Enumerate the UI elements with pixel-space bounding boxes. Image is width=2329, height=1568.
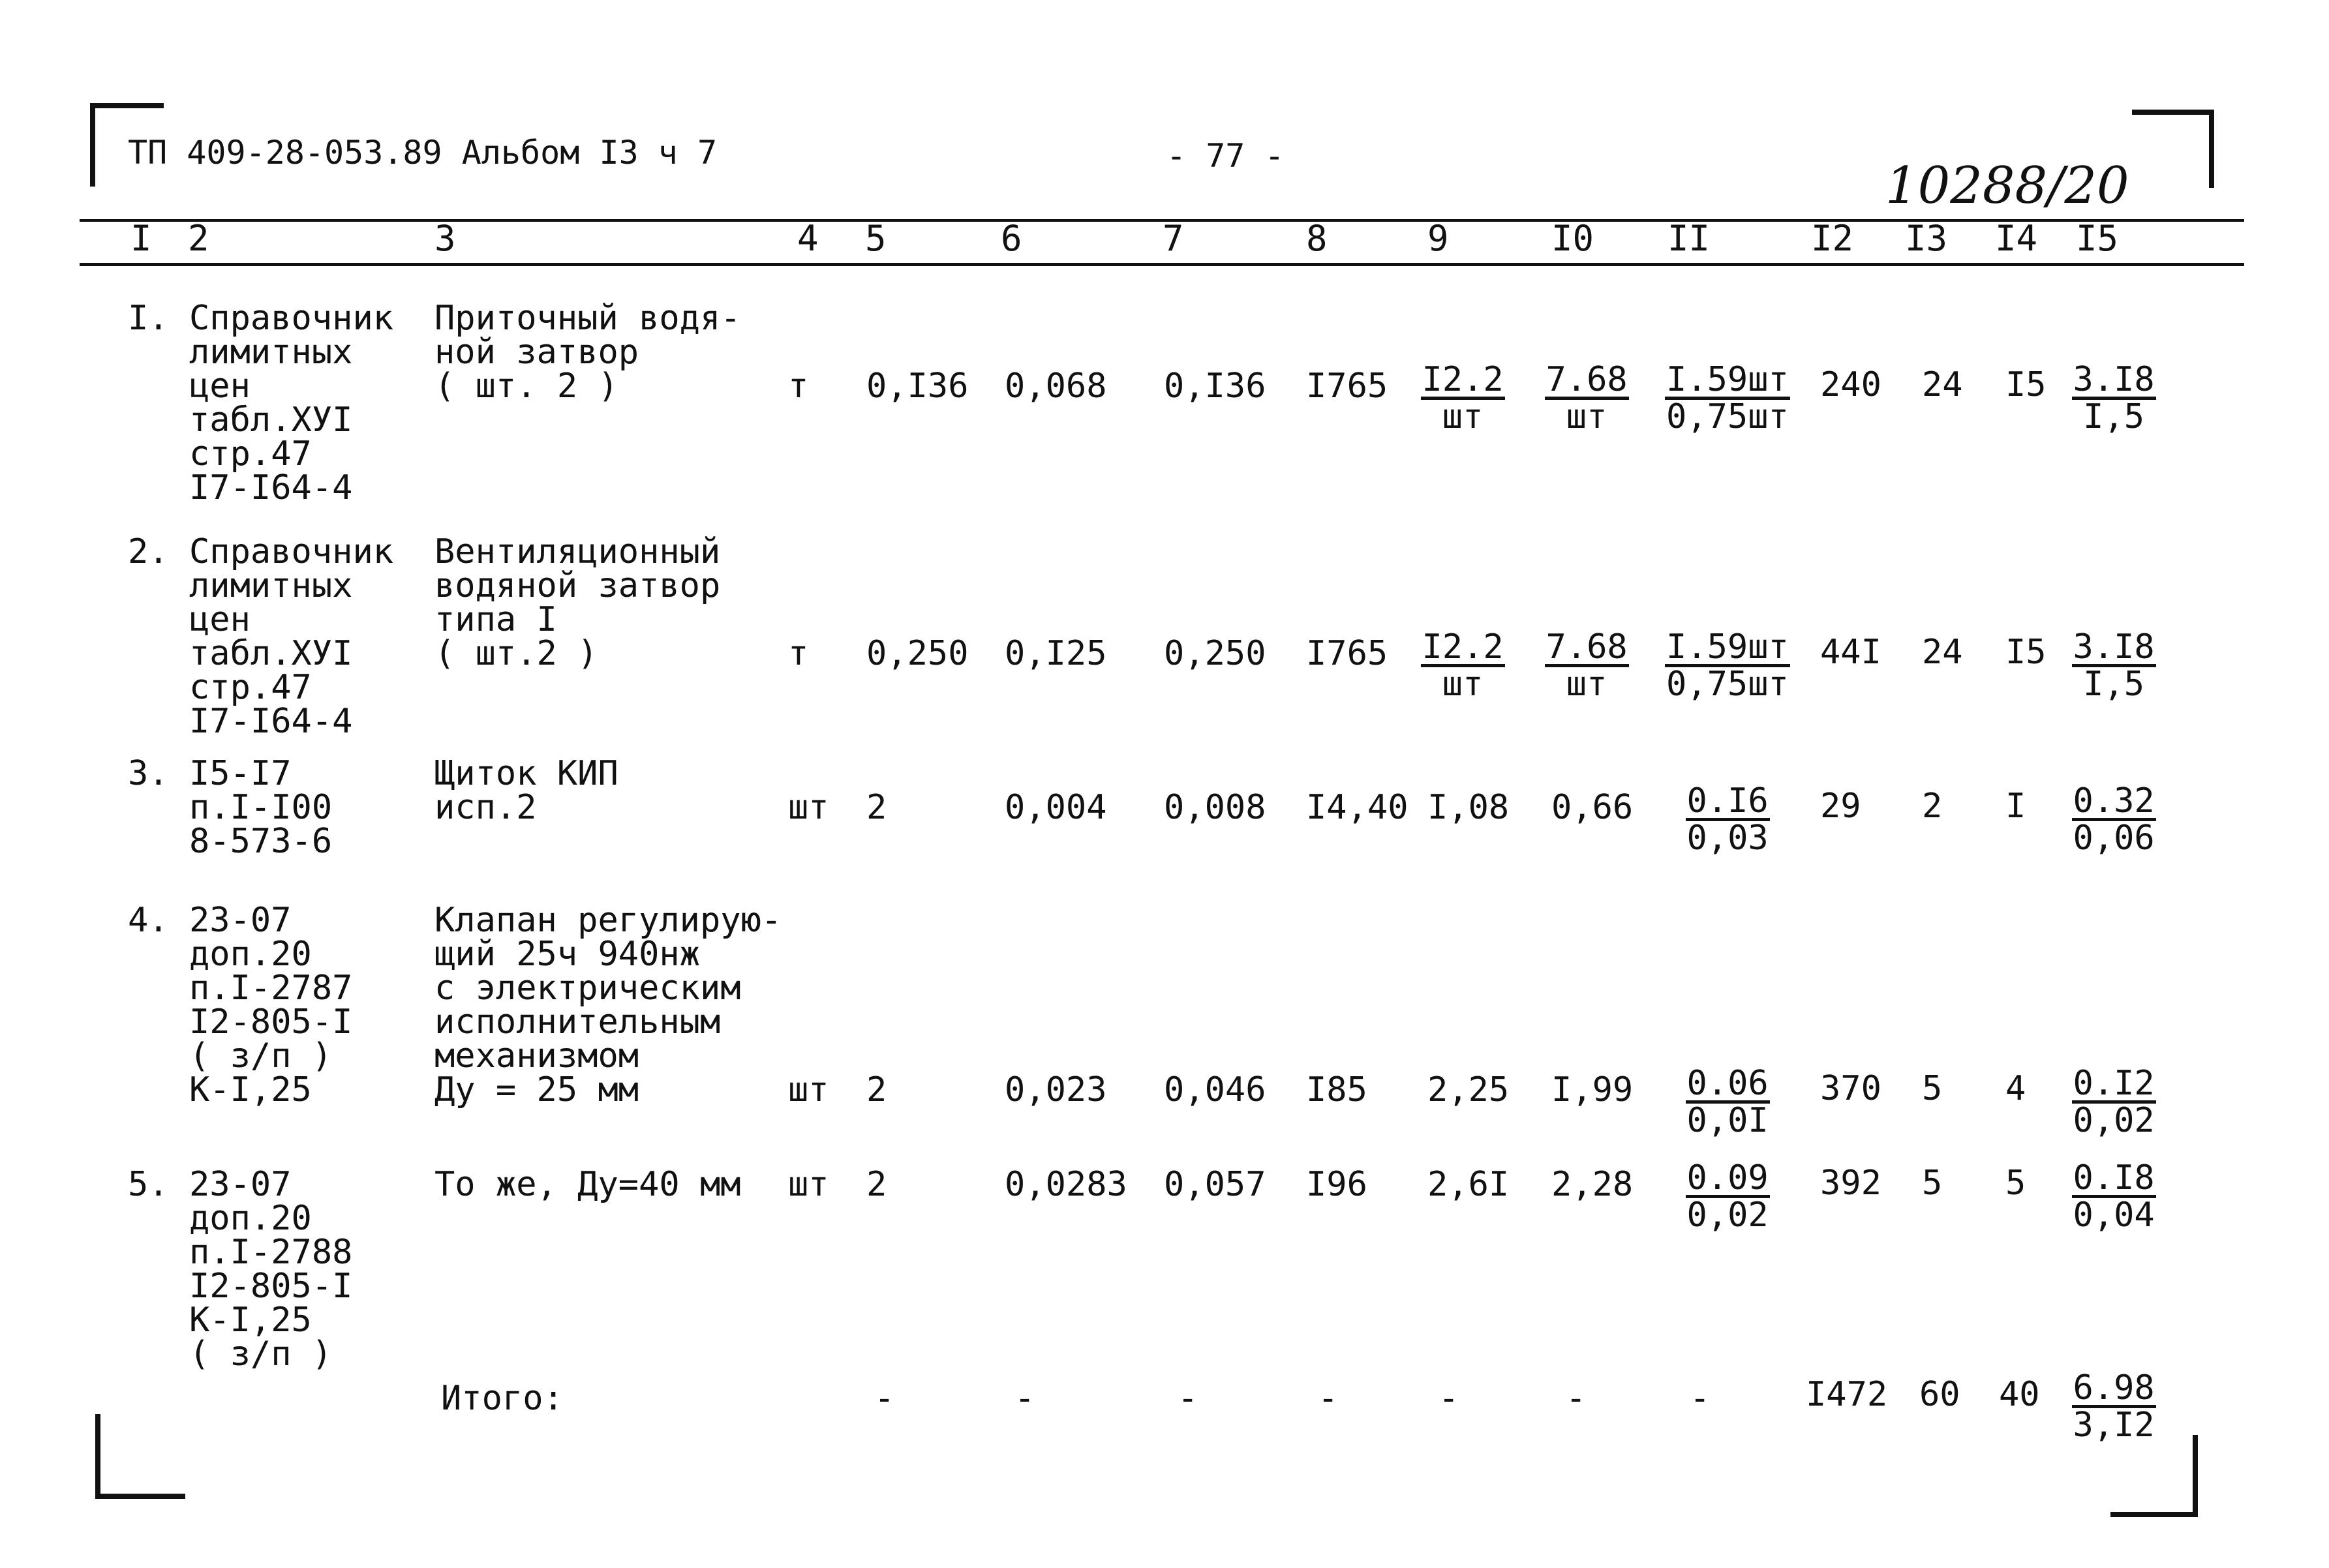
col6-value: 0,068 bbox=[1005, 367, 1107, 406]
total-dash: - bbox=[1014, 1379, 1035, 1418]
name-line: ной затвор bbox=[434, 333, 639, 372]
c15-fraction-denominator: 0,02 bbox=[2073, 1101, 2155, 1140]
column-number-5: 5 bbox=[865, 218, 887, 259]
total-dash: - bbox=[1438, 1379, 1459, 1418]
total-c15-fraction-numerator: 6.98 bbox=[2073, 1368, 2155, 1408]
name-line: Приточный водя- bbox=[434, 299, 741, 338]
col14-value: I5 bbox=[2005, 633, 2047, 672]
unit: т bbox=[788, 634, 809, 673]
page-number: - 77 - bbox=[1166, 137, 1285, 175]
column-number-8: 8 bbox=[1306, 218, 1328, 259]
name-line: ( шт. 2 ) bbox=[434, 367, 618, 406]
source-line: 8-573-6 bbox=[189, 822, 333, 861]
c15-fraction-numerator: 3.I8 bbox=[2073, 627, 2155, 667]
col13-value: 5 bbox=[1922, 1069, 1943, 1108]
name-line: Вентиляционный bbox=[434, 532, 721, 571]
col14-value: 4 bbox=[2005, 1069, 2026, 1108]
column-number-6: 6 bbox=[1001, 218, 1022, 259]
source-line: ( з/п ) bbox=[189, 1334, 333, 1374]
col7-value: 0,008 bbox=[1164, 788, 1266, 827]
total-c15-fraction-denominator: 3,I2 bbox=[2073, 1406, 2155, 1445]
row-number: 4. bbox=[128, 901, 169, 940]
source-line: доп.20 bbox=[189, 935, 312, 974]
c9-value: I,08 bbox=[1427, 788, 1510, 827]
source-line: табл.XУI bbox=[189, 634, 353, 673]
c11-fraction-denominator: 0,75шт bbox=[1666, 397, 1789, 436]
column-number-1: I bbox=[130, 218, 152, 259]
column-number-4: 4 bbox=[797, 218, 819, 259]
c11-fraction bbox=[1686, 1064, 1770, 1140]
source-line: К-I,25 bbox=[189, 1301, 312, 1340]
name-line: с электрическим bbox=[434, 969, 741, 1008]
source-line: табл.XУI bbox=[189, 400, 353, 440]
source-line: лимитных bbox=[189, 333, 353, 372]
col12-value: 29 bbox=[1820, 787, 1861, 826]
column-number-2: 2 bbox=[188, 218, 209, 259]
source-line: К-I,25 bbox=[189, 1070, 312, 1109]
total-col14: 40 bbox=[1999, 1375, 2040, 1414]
c15-fraction bbox=[2072, 1158, 2156, 1235]
name-line: водяной затвор bbox=[434, 566, 721, 605]
name-line: То же, Ду=40 мм bbox=[434, 1165, 741, 1204]
total-col13: 60 bbox=[1919, 1375, 1960, 1414]
source-line: 23-07 bbox=[189, 1165, 292, 1204]
col12-value: 44I bbox=[1820, 633, 1881, 672]
c10-fraction-denominator: шт bbox=[1566, 665, 1607, 704]
row-number: 3. bbox=[128, 754, 169, 793]
col8-value: I96 bbox=[1306, 1165, 1367, 1204]
c10-fraction bbox=[1545, 627, 1629, 704]
source-line: доп.20 bbox=[189, 1199, 312, 1238]
col14-value: I bbox=[2005, 787, 2026, 826]
c10-value: 0,66 bbox=[1551, 788, 1634, 827]
column-number-12: I2 bbox=[1811, 218, 1854, 259]
corner-mark-bottom-right bbox=[2110, 1435, 2198, 1517]
c11-fraction bbox=[1665, 627, 1790, 704]
source-line: стр.47 bbox=[189, 668, 312, 707]
column-number-7: 7 bbox=[1163, 218, 1184, 259]
source-line: I5-I7 bbox=[189, 754, 292, 793]
source-line: стр.47 bbox=[189, 434, 312, 474]
source-line: 23-07 bbox=[189, 901, 292, 940]
source-line: Справочник bbox=[189, 532, 394, 571]
c15-fraction bbox=[2072, 1064, 2156, 1140]
c11-fraction-numerator: 0.06 bbox=[1686, 1064, 1769, 1103]
handwritten-code: 10288/20 bbox=[1885, 157, 2129, 215]
c9-value: 2,6I bbox=[1427, 1165, 1510, 1204]
name-line: щий 25ч 940нж bbox=[434, 935, 700, 974]
c11-fraction-numerator: I.59шт bbox=[1666, 360, 1789, 399]
total-dash: - bbox=[1318, 1379, 1339, 1418]
col5-value: 2 bbox=[866, 1165, 887, 1204]
source-line: Справочник bbox=[189, 299, 394, 338]
row-number: 2. bbox=[128, 532, 169, 571]
corner-mark-bottom-left bbox=[95, 1414, 185, 1499]
source-line: I2-805-I bbox=[189, 1267, 353, 1306]
col6-value: 0,004 bbox=[1005, 788, 1107, 827]
c15-fraction-denominator: 0,06 bbox=[2073, 819, 2155, 858]
total-c15-fraction bbox=[2072, 1368, 2156, 1445]
col6-value: 0,0283 bbox=[1005, 1165, 1127, 1204]
c9-fraction-numerator: I2.2 bbox=[1422, 627, 1504, 667]
col8-value: I85 bbox=[1306, 1070, 1367, 1109]
unit: шт bbox=[788, 1165, 829, 1204]
c11-fraction-denominator: 0,02 bbox=[1686, 1196, 1769, 1235]
name-line: ( шт.2 ) bbox=[434, 634, 598, 673]
name-line: Ду = 25 мм bbox=[434, 1070, 639, 1109]
c11-fraction-denominator: 0,03 bbox=[1686, 819, 1769, 858]
col12-value: 240 bbox=[1820, 365, 1881, 404]
col7-value: 0,046 bbox=[1164, 1070, 1266, 1109]
c15-fraction-numerator: 3.I8 bbox=[2073, 360, 2155, 399]
c15-fraction-denominator: I,5 bbox=[2083, 665, 2145, 704]
c10-fraction-denominator: шт bbox=[1566, 397, 1607, 436]
col5-value: 2 bbox=[866, 788, 887, 827]
c11-fraction bbox=[1686, 1158, 1770, 1235]
col14-value: 5 bbox=[2005, 1164, 2026, 1203]
c15-fraction bbox=[2072, 360, 2156, 436]
c10-value: 2,28 bbox=[1551, 1165, 1634, 1204]
c11-fraction bbox=[1686, 781, 1770, 858]
col7-value: 0,057 bbox=[1164, 1165, 1266, 1204]
col5-value: 0,250 bbox=[866, 634, 969, 673]
c10-fraction-numerator: 7.68 bbox=[1545, 627, 1628, 667]
row-number: I. bbox=[128, 299, 169, 338]
c11-fraction-numerator: 0.09 bbox=[1686, 1158, 1769, 1198]
c15-fraction-numerator: 0.I2 bbox=[2073, 1064, 2155, 1103]
c15-fraction-denominator: 0,04 bbox=[2073, 1196, 2155, 1235]
source-line: п.I-2787 bbox=[189, 969, 353, 1008]
c9-fraction-denominator: шт bbox=[1442, 665, 1484, 704]
table-header-rule bbox=[80, 263, 2244, 266]
c11-fraction bbox=[1665, 360, 1790, 436]
unit: т bbox=[788, 367, 809, 406]
c15-fraction bbox=[2072, 627, 2156, 704]
name-line: механизмом bbox=[434, 1036, 639, 1076]
c9-value: 2,25 bbox=[1427, 1070, 1510, 1109]
source-line: I2-805-I bbox=[189, 1003, 353, 1042]
col5-value: 2 bbox=[866, 1070, 887, 1109]
col8-value: I4,40 bbox=[1306, 788, 1408, 827]
c11-fraction-numerator: I.59шт bbox=[1666, 627, 1789, 667]
source-line: I7-I64-4 bbox=[189, 468, 353, 507]
total-dash: - bbox=[1178, 1379, 1198, 1418]
col13-value: 24 bbox=[1922, 365, 1963, 404]
col12-value: 392 bbox=[1820, 1164, 1881, 1203]
c10-fraction-numerator: 7.68 bbox=[1545, 360, 1628, 399]
total-dash: - bbox=[1690, 1379, 1711, 1418]
c10-value: I,99 bbox=[1551, 1070, 1634, 1109]
source-line: п.I-I00 bbox=[189, 788, 333, 827]
c15-fraction-denominator: I,5 bbox=[2083, 397, 2145, 436]
name-line: Клапан регулирую- bbox=[434, 901, 782, 940]
c11-fraction-denominator: 0,75шт bbox=[1666, 665, 1789, 704]
c9-fraction-numerator: I2.2 bbox=[1422, 360, 1504, 399]
col14-value: I5 bbox=[2005, 365, 2047, 404]
source-line: цен bbox=[189, 367, 251, 406]
c9-fraction bbox=[1421, 627, 1505, 704]
c9-fraction-denominator: шт bbox=[1442, 397, 1484, 436]
source-line: цен bbox=[189, 600, 251, 639]
c9-fraction bbox=[1421, 360, 1505, 436]
col5-value: 0,I36 bbox=[866, 367, 969, 406]
column-number-13: I3 bbox=[1905, 218, 1948, 259]
column-number-10: I0 bbox=[1551, 218, 1594, 259]
name-line: Щиток КИП bbox=[434, 754, 618, 793]
total-label: Итого: bbox=[441, 1379, 564, 1418]
source-line: ( з/п ) bbox=[189, 1036, 333, 1076]
column-number-11: II bbox=[1667, 218, 1711, 259]
total-dash: - bbox=[874, 1379, 895, 1418]
unit: шт bbox=[788, 788, 829, 827]
col12-value: 370 bbox=[1820, 1069, 1881, 1108]
col13-value: 5 bbox=[1922, 1164, 1943, 1203]
col8-value: I765 bbox=[1306, 367, 1388, 406]
col13-value: 2 bbox=[1922, 787, 1943, 826]
column-number-15: I5 bbox=[2076, 218, 2119, 259]
c10-fraction bbox=[1545, 360, 1629, 436]
c11-fraction-denominator: 0,0I bbox=[1686, 1101, 1769, 1140]
column-number-3: 3 bbox=[434, 218, 456, 259]
c15-fraction-numerator: 0.I8 bbox=[2073, 1158, 2155, 1198]
col8-value: I765 bbox=[1306, 634, 1388, 673]
total-col12: I472 bbox=[1806, 1375, 1888, 1414]
c15-fraction bbox=[2072, 781, 2156, 858]
row-number: 5. bbox=[128, 1165, 169, 1204]
column-number-9: 9 bbox=[1427, 218, 1449, 259]
document-reference: ТП 409-28-053.89 Альбом I3 ч 7 bbox=[128, 134, 718, 172]
col7-value: 0,250 bbox=[1164, 634, 1266, 673]
col13-value: 24 bbox=[1922, 633, 1963, 672]
name-line: исп.2 bbox=[434, 788, 537, 827]
name-line: типа I bbox=[434, 600, 557, 639]
unit: шт bbox=[788, 1070, 829, 1109]
source-line: лимитных bbox=[189, 566, 353, 605]
col6-value: 0,I25 bbox=[1005, 634, 1107, 673]
col6-value: 0,023 bbox=[1005, 1070, 1107, 1109]
name-line: исполнительным bbox=[434, 1003, 721, 1042]
total-dash: - bbox=[1566, 1379, 1587, 1418]
column-number-14: I4 bbox=[1995, 218, 2038, 259]
c15-fraction-numerator: 0.32 bbox=[2073, 781, 2155, 821]
c11-fraction-numerator: 0.I6 bbox=[1686, 781, 1769, 821]
source-line: п.I-2788 bbox=[189, 1233, 353, 1272]
source-line: I7-I64-4 bbox=[189, 702, 353, 741]
corner-mark-top-right bbox=[2132, 110, 2214, 188]
col7-value: 0,I36 bbox=[1164, 367, 1266, 406]
